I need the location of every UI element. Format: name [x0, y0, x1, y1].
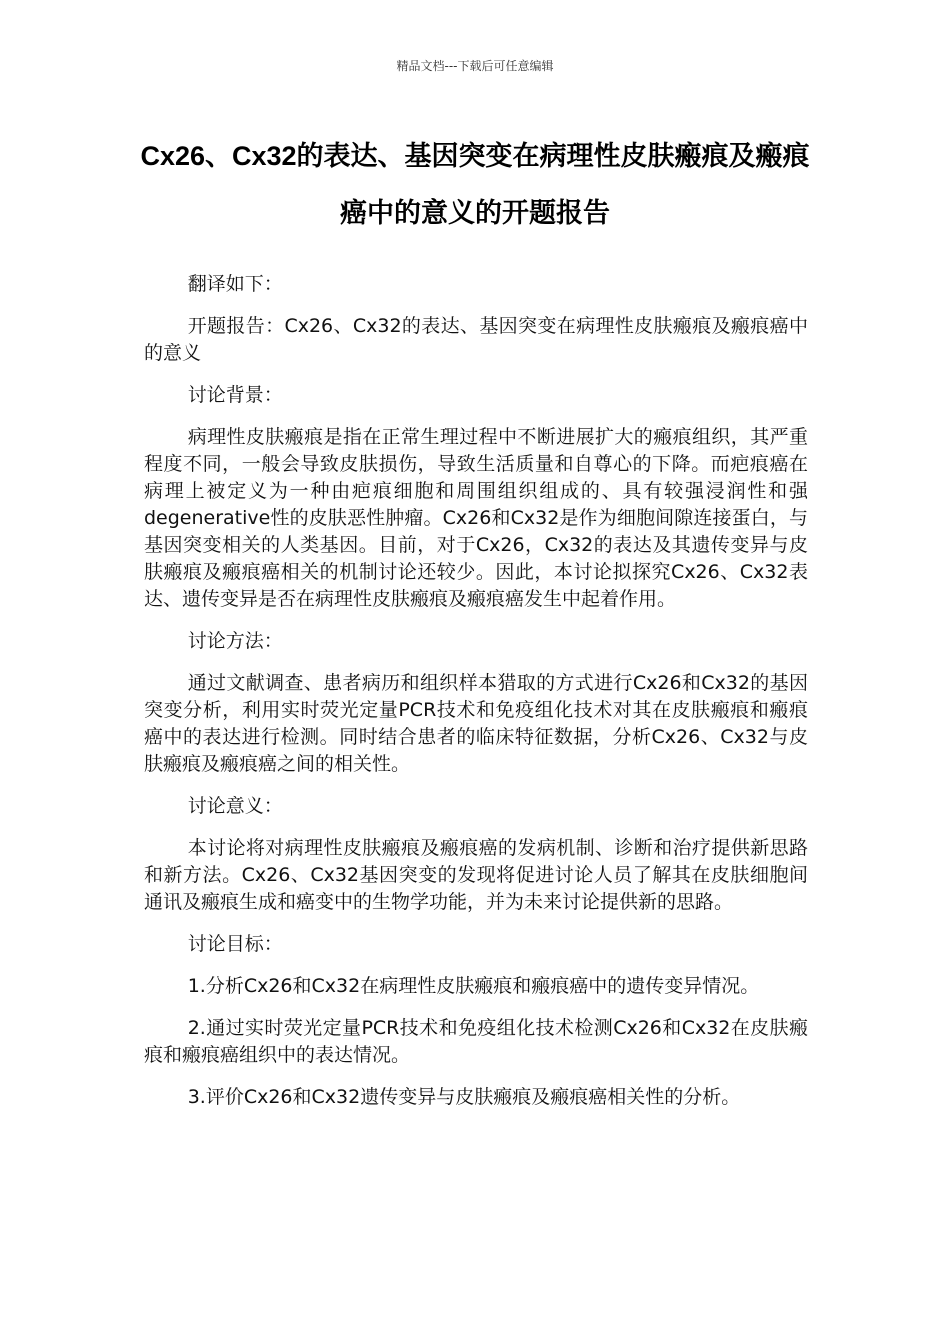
section-heading-significance: 讨论意义： — [187, 795, 283, 817]
goal-item-3: 3.评价Cx26和Cx32遗传变异与皮肤瘢痕及瘢痕癌相关性的分析。 — [187, 1086, 741, 1108]
section-heading-methods: 讨论方法： — [187, 630, 283, 652]
report-title-paragraph: 开题报告：Cx26、Cx32的表达、基因突变在病理性皮肤瘢痕及瘢痕癌中的意义 — [144, 315, 808, 364]
header-note: 精品文档---下载后可任意编辑 — [396, 59, 554, 73]
background-paragraph: 病理性皮肤瘢痕是指在正常生理过程中不断进展扩大的瘢痕组织，其严重程度不同，一般会导致皮肤损伤，导致生活质量和自尊心的下降。而疤痕癌在病理上被定义为一种由疤痕细胞和周围组织组成的、具有较强浸润性和强degenerative性的皮肤恶性肿瘤。Cx26和Cx32是作为细胞间隙连接蛋白，与基因突变相关的人类基因。目前，对于Cx26，Cx32的表达及其遗传变异与皮肤瘢痕及瘢痕癌相关的机制讨论还较少。因此，本讨论拟探究Cx26、Cx32表达、遗传变异是否在病理性皮肤瘢痕及瘢痕癌发生中起着作用。 — [144, 426, 808, 610]
section-heading-background: 讨论背景： — [187, 384, 283, 406]
document-body — [144, 271, 808, 1126]
goal-item-2: 2.通过实时荧光定量PCR技术和免疫组化技术检测Cx26和Cx32在皮肤瘢痕和瘢痕癌组织中的表达情况。 — [144, 1017, 808, 1066]
methods-paragraph: 通过文献调查、患者病历和组织样本猎取的方式进行Cx26和Cx32的基因突变分析，利用实时荧光定量PCR技术和免疫组化技术对其在皮肤瘢痕和瘢痕癌中的表达进行检测。同时结合患者的临床特征数据，分析Cx26、Cx32与皮肤瘢痕及瘢痕癌之间的相关性。 — [144, 672, 808, 775]
goal-item-1: 1.分析Cx26和Cx32在病理性皮肤瘢痕和瘢痕癌中的遗传变异情况。 — [187, 975, 760, 997]
section-heading-goals: 讨论目标： — [187, 933, 283, 955]
translation-intro: 翻译如下： — [187, 273, 283, 295]
significance-paragraph: 本讨论将对病理性皮肤瘢痕及瘢痕癌的发病机制、诊断和治疗提供新思路和新方法。Cx26、Cx32基因突变的发现将促进讨论人员了解其在皮肤细胞间通讯及瘢痕生成和癌变中的生物学功能，并为未来讨论提供新的思路。 — [144, 837, 808, 913]
page-title: Cx26、Cx32的表达、基因突变在病理性皮肤瘢痕及瘢痕癌中的意义的开题报告 — [140, 141, 810, 228]
